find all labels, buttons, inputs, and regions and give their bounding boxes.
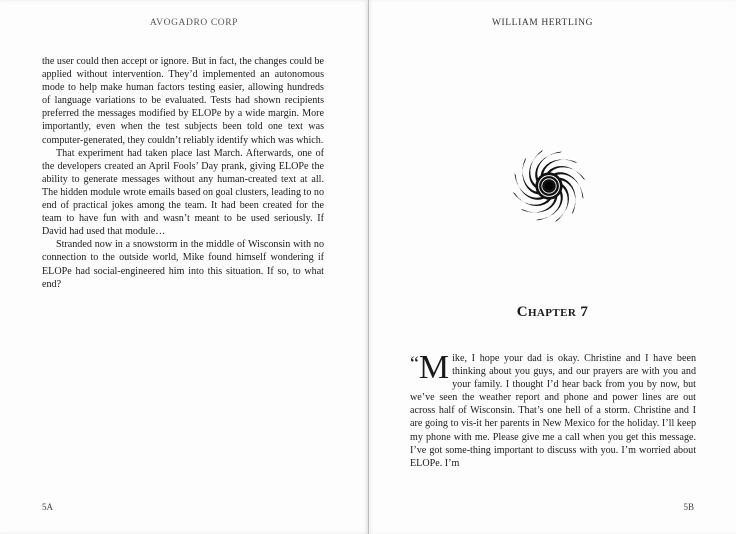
paragraph: the user could then accept or ignore. But in fact, the changes could be applied without intervention. They’d implemented an autonomous mode to help make human factors testing easier, allowing hundreds of language variations to be evaluated. Tests had shown recipients preferred the messages modified by ELOPe by a wide margin. More importantly, even when the test subjects been told one text was computer-generated, they couldn’t reliably identify which was which.	[42, 56, 324, 146]
page-number-left: 5A	[42, 502, 53, 512]
drop-cap: “M	[410, 349, 450, 386]
black-hole-spiral-icon	[509, 146, 589, 226]
paragraph: Stranded now in a snowstorm in the middle of Wisconsin with no connection to the outside world, Mike found himself wondering if ELOPe had social-engineered him into this situation. If so, to what end?	[42, 239, 324, 290]
chapter-paragraph: “M ike, I hope your dad is okay. Christine and I have been thinking about you guys, and our prayers are with you and your family. I thought I’d hear back from you by now, but we’ve seen the weather report and phone and power lines are out across half of Wisconsin. That’s one hell of a storm. Christine and I are going to vis-it her parents in New Mexico for the holiday. I’ll keep my phone with me. Please give me a call when you get this message. I’ve got some-thing important to discuss with you. I’m worried about ELOPe. I’m	[410, 349, 696, 469]
right-page	[369, 0, 736, 534]
page-number-right: 5B	[683, 502, 694, 512]
chapter-title: Chapter 7	[516, 304, 589, 320]
body-text-left	[42, 55, 324, 291]
chapter-opening-text	[410, 349, 696, 470]
running-head-right: WILLIAM HERTLING	[491, 18, 594, 28]
paragraph: That experiment had taken place last March. Afterwards, one of the developers created an April Fools’ Day prank, giving ELOPe the ability to generate messages without any human-created text at all. The hidden module wrote emails based on goal clusters, leading to no end of practical jokes among the team. It had been created for the team to have fun with and wasn’t meant to be used seriously. If David had used that module…	[42, 147, 324, 238]
running-head-left: AVOGADRO CORP	[149, 18, 239, 28]
